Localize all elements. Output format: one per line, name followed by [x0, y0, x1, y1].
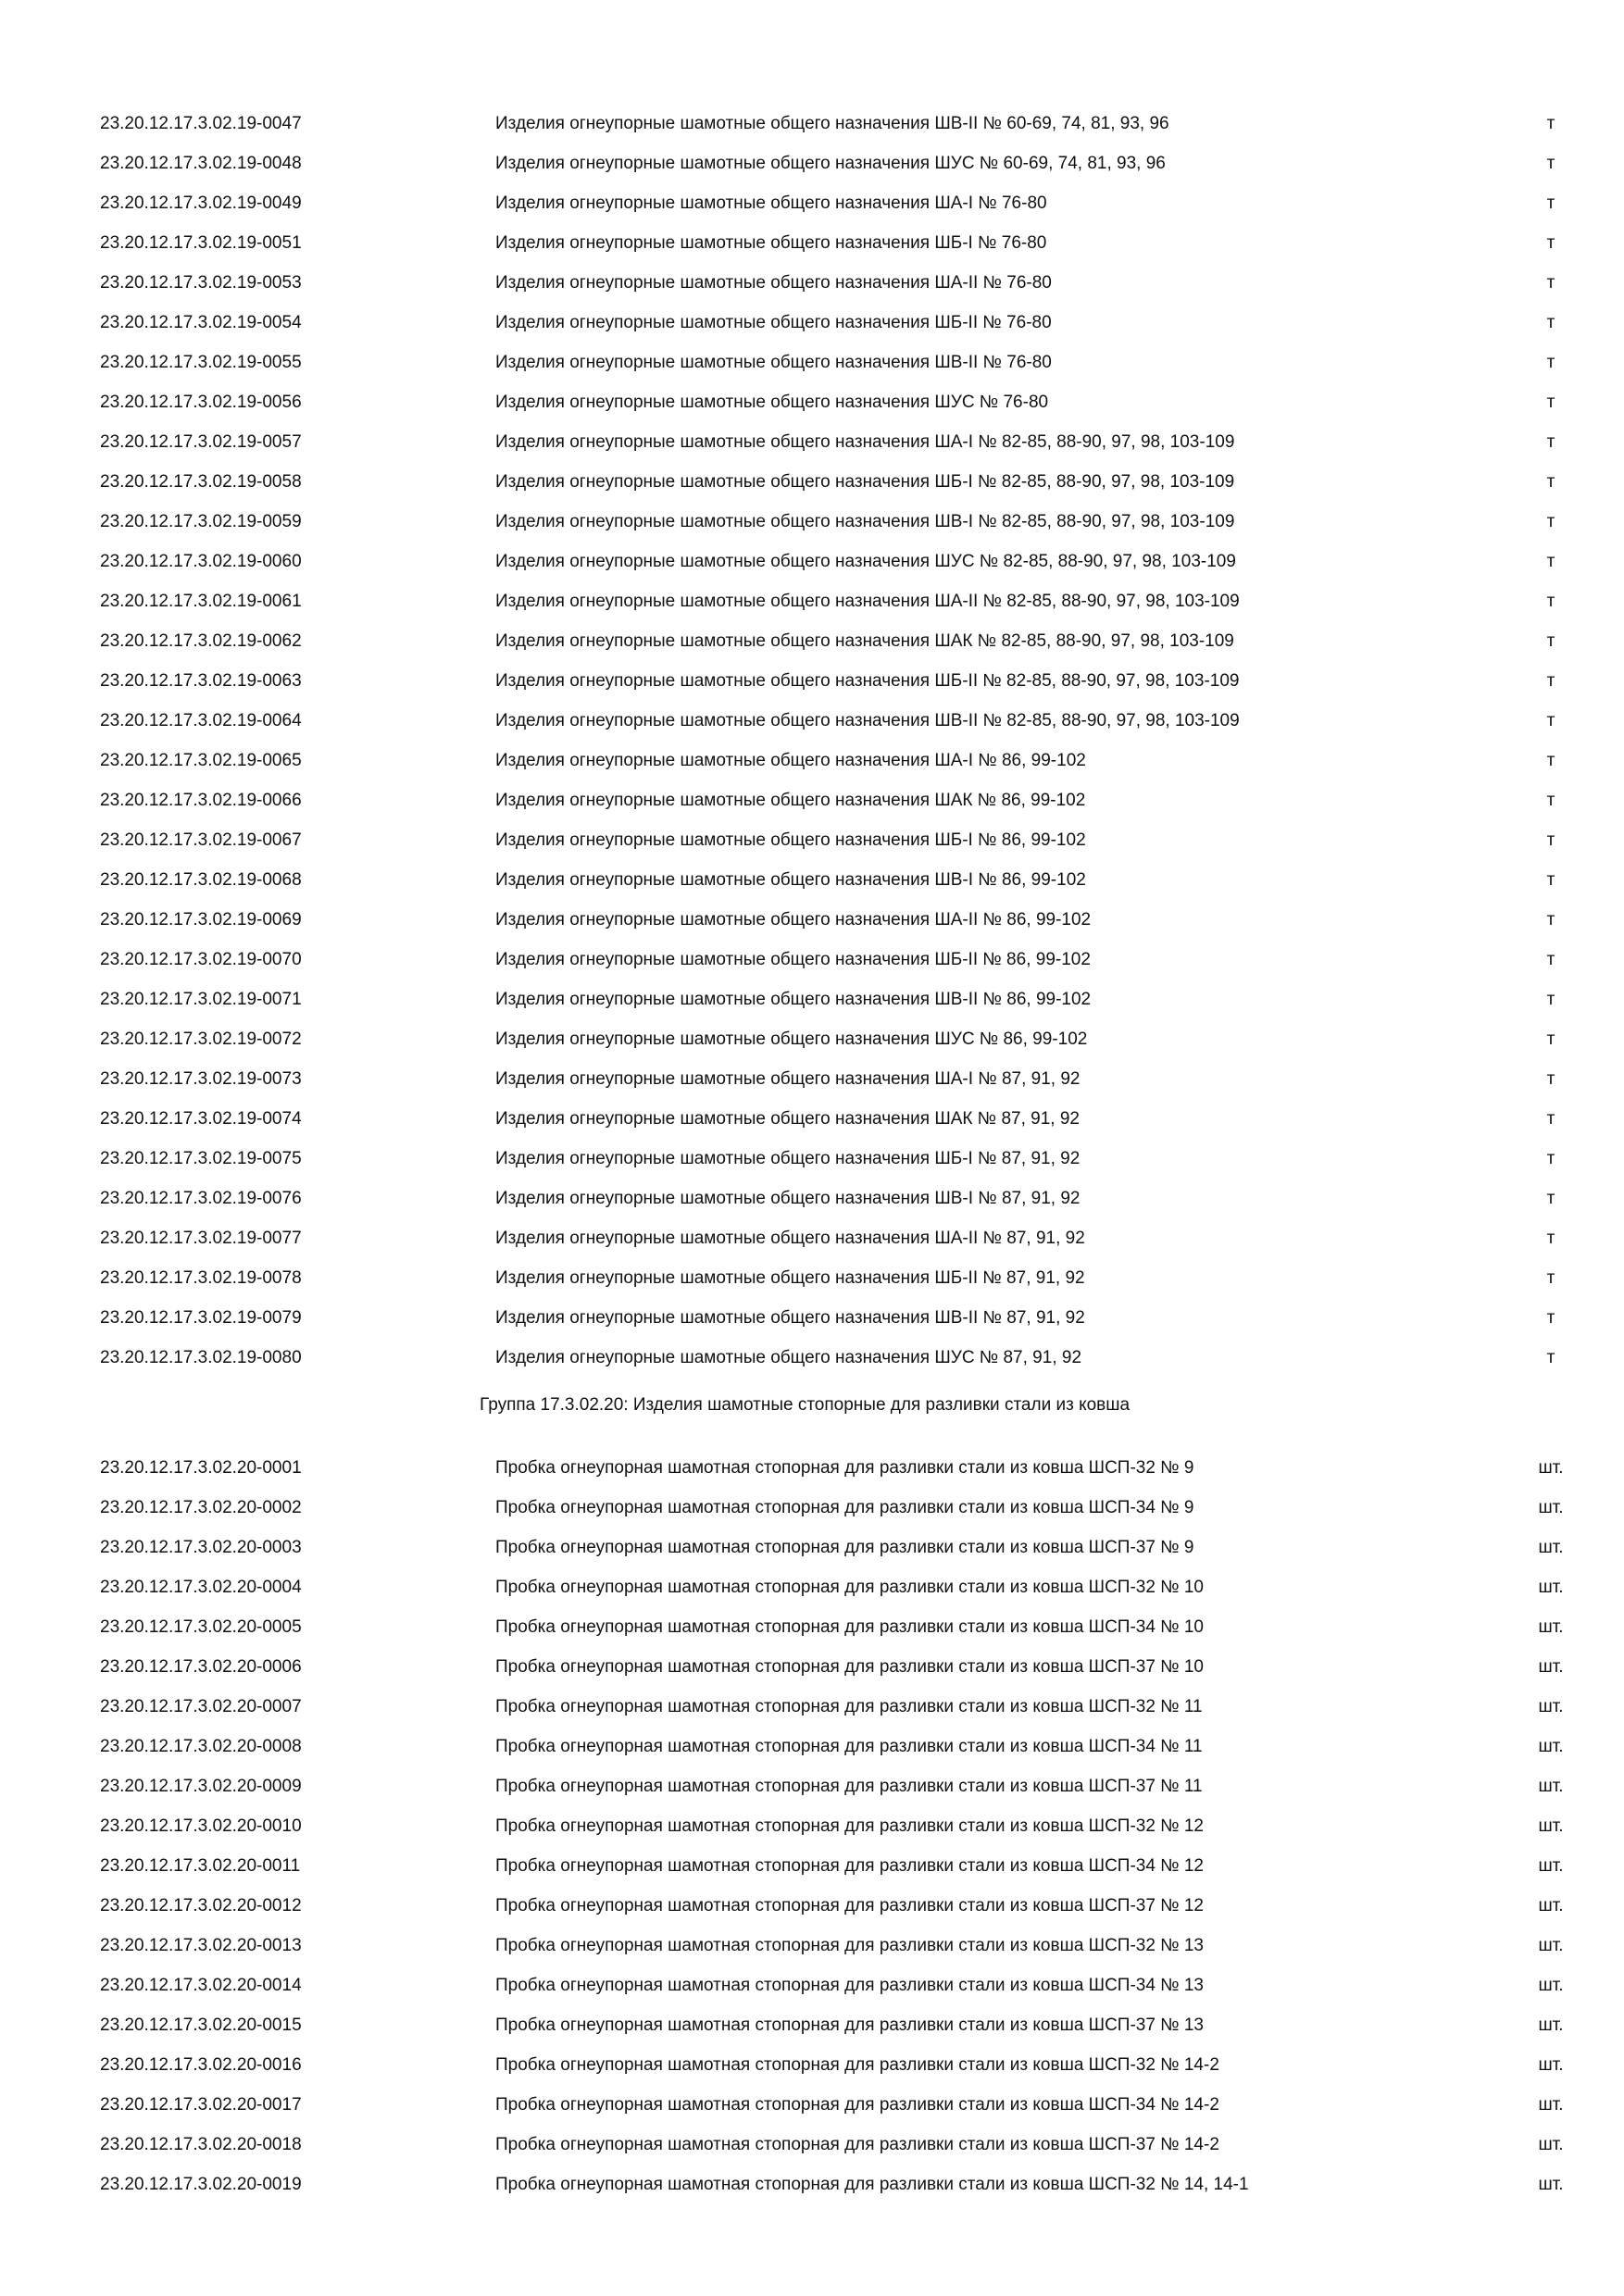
table-row: [0, 820, 1624, 860]
row-name: Изделия огнеупорные шамотные общего назначения ШУС № 82-85, 88-90, 97, 98, 103-109: [495, 552, 1236, 571]
table-row: [0, 1766, 1624, 1806]
table-row: [0, 1258, 1624, 1298]
row-unit: т: [1546, 353, 1555, 372]
row-unit: шт.: [1538, 1578, 1564, 1597]
row-unit: т: [1546, 950, 1555, 969]
table-row: [0, 741, 1624, 780]
row-unit: т: [1546, 870, 1555, 890]
table-row: [0, 1567, 1624, 1607]
table-row: [0, 2045, 1624, 2085]
row-unit: шт.: [1538, 1737, 1564, 1756]
table-row: [0, 1607, 1624, 1647]
classifier-table: [0, 104, 1624, 2204]
row-code: 23.20.12.17.3.02.19-0051: [100, 233, 302, 253]
row-name: Пробка огнеупорная шамотная стопорная для разливки стали из ковша ШСП-32 № 10: [495, 1578, 1204, 1597]
row-unit: т: [1546, 154, 1555, 173]
row-name: Пробка огнеупорная шамотная стопорная для разливки стали из ковша ШСП-37 № 11: [495, 1777, 1203, 1796]
row-name: Изделия огнеупорные шамотные общего назначения ША-I № 76-80: [495, 193, 1047, 213]
table-row: [0, 581, 1624, 621]
row-name: Изделия огнеупорные шамотные общего назначения ШБ-II № 86, 99-102: [495, 950, 1091, 969]
row-unit: т: [1546, 313, 1555, 332]
row-name: Пробка огнеупорная шамотная стопорная для разливки стали из ковша ШСП-34 № 12: [495, 1856, 1204, 1876]
row-code: 23.20.12.17.3.02.19-0057: [100, 432, 302, 452]
row-name: Изделия огнеупорные шамотные общего назначения ШУС № 76-80: [495, 393, 1049, 412]
table-row: [0, 621, 1624, 661]
row-code: 23.20.12.17.3.02.19-0068: [100, 870, 302, 890]
row-unit: т: [1546, 393, 1555, 412]
table-row: [0, 1886, 1624, 1926]
row-name: Изделия огнеупорные шамотные общего назначения ШВ-II № 86, 99-102: [495, 990, 1092, 1009]
row-name: Пробка огнеупорная шамотная стопорная для разливки стали из ковша ШСП-32 № 14-2: [495, 2055, 1219, 2075]
row-unit: шт.: [1538, 1657, 1564, 1677]
row-code: 23.20.12.17.3.02.19-0053: [100, 273, 302, 293]
row-name: Пробка огнеупорная шамотная стопорная для разливки стали из ковша ШСП-34 № 14-2: [495, 2095, 1219, 2115]
row-unit: т: [1546, 1029, 1555, 1049]
row-code: 23.20.12.17.3.02.19-0073: [100, 1069, 302, 1089]
row-unit: т: [1546, 1189, 1555, 1208]
row-unit: т: [1546, 1229, 1555, 1248]
row-name: Пробка огнеупорная шамотная стопорная для разливки стали из ковша ШСП-32 № 13: [495, 1936, 1204, 1955]
table-row: [0, 502, 1624, 542]
table-row: [0, 2085, 1624, 2125]
row-name: Изделия огнеупорные шамотные общего назначения ШВ-I № 87, 91, 92: [495, 1189, 1081, 1208]
row-unit: шт.: [1538, 1697, 1564, 1716]
row-code: 23.20.12.17.3.02.19-0078: [100, 1268, 302, 1288]
row-code: 23.20.12.17.3.02.19-0048: [100, 154, 302, 173]
row-code: 23.20.12.17.3.02.19-0060: [100, 552, 302, 571]
table-row: [0, 183, 1624, 223]
row-unit: т: [1546, 1348, 1555, 1367]
row-code: 23.20.12.17.3.02.19-0056: [100, 393, 302, 412]
table-row: [0, 542, 1624, 581]
row-code: 23.20.12.17.3.02.20-0016: [100, 2055, 302, 2075]
row-unit: т: [1546, 512, 1555, 531]
section-group-17-3-02-19: [0, 104, 1624, 1378]
group-heading: [0, 1378, 1624, 1448]
row-code: 23.20.12.17.3.02.19-0071: [100, 990, 302, 1009]
table-row: [0, 422, 1624, 462]
row-unit: т: [1546, 711, 1555, 730]
row-name: Пробка огнеупорная шамотная стопорная для разливки стали из ковша ШСП-34 № 13: [495, 1976, 1204, 1995]
table-row: [0, 303, 1624, 343]
row-name: Изделия огнеупорные шамотные общего назначения ША-II № 76-80: [495, 273, 1052, 293]
row-unit: т: [1546, 432, 1555, 452]
table-row: [0, 1727, 1624, 1766]
row-code: 23.20.12.17.3.02.20-0003: [100, 1538, 302, 1557]
row-unit: т: [1546, 1109, 1555, 1129]
row-unit: т: [1546, 830, 1555, 850]
row-unit: шт.: [1538, 1617, 1564, 1637]
row-name: Изделия огнеупорные шамотные общего назначения ШБ-I № 87, 91, 92: [495, 1149, 1081, 1168]
row-name: Пробка огнеупорная шамотная стопорная для разливки стали из ковша ШСП-37 № 13: [495, 2015, 1204, 2035]
row-code: 23.20.12.17.3.02.20-0008: [100, 1737, 302, 1756]
table-row: [0, 1059, 1624, 1099]
row-code: 23.20.12.17.3.02.20-0001: [100, 1458, 302, 1478]
row-unit: шт.: [1538, 2015, 1564, 2035]
table-row: [0, 1926, 1624, 1965]
row-code: 23.20.12.17.3.02.20-0018: [100, 2135, 302, 2154]
row-name: Пробка огнеупорная шамотная стопорная для разливки стали из ковша ШСП-34 № 9: [495, 1498, 1194, 1517]
table-row: [0, 780, 1624, 820]
row-name: Изделия огнеупорные шамотные общего назначения ШВ-II № 60-69, 74, 81, 93, 96: [495, 114, 1169, 133]
row-unit: т: [1546, 1268, 1555, 1288]
table-row: [0, 1099, 1624, 1139]
table-row: [0, 223, 1624, 263]
row-name: Пробка огнеупорная шамотная стопорная для разливки стали из ковша ШСП-37 № 14-2: [495, 2135, 1219, 2154]
row-unit: т: [1546, 1149, 1555, 1168]
row-name: Изделия огнеупорные шамотные общего назначения ША-II № 87, 91, 92: [495, 1229, 1085, 1248]
row-code: 23.20.12.17.3.02.20-0009: [100, 1777, 302, 1796]
row-code: 23.20.12.17.3.02.20-0004: [100, 1578, 302, 1597]
row-name: Изделия огнеупорные шамотные общего назначения ША-II № 82-85, 88-90, 97, 98, 103-109: [495, 592, 1240, 611]
table-row: [0, 1687, 1624, 1727]
row-code: 23.20.12.17.3.02.19-0055: [100, 353, 302, 372]
row-code: 23.20.12.17.3.02.20-0005: [100, 1617, 302, 1637]
table-row: [0, 1846, 1624, 1886]
row-unit: т: [1546, 552, 1555, 571]
row-code: 23.20.12.17.3.02.19-0080: [100, 1348, 302, 1367]
row-code: 23.20.12.17.3.02.19-0076: [100, 1189, 302, 1208]
row-unit: шт.: [1538, 1976, 1564, 1995]
row-unit: шт.: [1538, 1816, 1564, 1836]
row-unit: шт.: [1538, 2135, 1564, 2154]
row-name: Пробка огнеупорная шамотная стопорная для разливки стали из ковша ШСП-32 № 11: [495, 1697, 1203, 1716]
table-row: [0, 1338, 1624, 1378]
table-row: [0, 104, 1624, 144]
row-name: Изделия огнеупорные шамотные общего назначения ШУС № 87, 91, 92: [495, 1348, 1082, 1367]
row-code: 23.20.12.17.3.02.19-0067: [100, 830, 302, 850]
row-code: 23.20.12.17.3.02.19-0059: [100, 512, 302, 531]
row-name: Пробка огнеупорная шамотная стопорная для разливки стали из ковша ШСП-32 № 9: [495, 1458, 1194, 1478]
row-unit: т: [1546, 751, 1555, 770]
row-name: Изделия огнеупорные шамотные общего назначения ШАК № 86, 99-102: [495, 791, 1086, 810]
row-code: 23.20.12.17.3.02.19-0075: [100, 1149, 302, 1168]
row-name: Изделия огнеупорные шамотные общего назначения ШУС № 60-69, 74, 81, 93, 96: [495, 154, 1166, 173]
row-code: 23.20.12.17.3.02.19-0061: [100, 592, 302, 611]
row-name: Изделия огнеупорные шамотные общего назначения ША-II № 86, 99-102: [495, 910, 1092, 930]
row-name: Изделия огнеупорные шамотные общего назначения ШБ-I № 82-85, 88-90, 97, 98, 103-109: [495, 472, 1235, 492]
row-name: Пробка огнеупорная шамотная стопорная для разливки стали из ковша ШСП-37 № 9: [495, 1538, 1194, 1557]
row-code: 23.20.12.17.3.02.20-0011: [100, 1856, 301, 1876]
row-name: Изделия огнеупорные шамотные общего назначения ША-I № 86, 99-102: [495, 751, 1086, 770]
row-code: 23.20.12.17.3.02.19-0047: [100, 114, 302, 133]
table-row: [0, 1019, 1624, 1059]
table-row: [0, 860, 1624, 900]
row-name: Изделия огнеупорные шамотные общего назначения ШВ-I № 86, 99-102: [495, 870, 1086, 890]
row-unit: т: [1546, 193, 1555, 213]
row-name: Изделия огнеупорные шамотные общего назначения ШАК № 87, 91, 92: [495, 1109, 1080, 1129]
table-row: [0, 1647, 1624, 1687]
table-row: [0, 980, 1624, 1019]
table-row: [0, 1179, 1624, 1218]
row-unit: т: [1546, 990, 1555, 1009]
row-unit: шт.: [1538, 1458, 1564, 1478]
table-row: [0, 1139, 1624, 1179]
row-name: Изделия огнеупорные шамотные общего назначения ШВ-II № 87, 91, 92: [495, 1308, 1085, 1328]
row-unit: т: [1546, 273, 1555, 293]
row-name: Пробка огнеупорная шамотная стопорная для разливки стали из ковша ШСП-32 № 12: [495, 1816, 1204, 1836]
table-row: [0, 2005, 1624, 2045]
row-unit: шт.: [1538, 1896, 1564, 1915]
row-name: Изделия огнеупорные шамотные общего назначения ШУС № 86, 99-102: [495, 1029, 1088, 1049]
row-name: Изделия огнеупорные шамотные общего назначения ШБ-II № 76-80: [495, 313, 1052, 332]
row-code: 23.20.12.17.3.02.20-0007: [100, 1697, 302, 1716]
row-code: 23.20.12.17.3.02.19-0065: [100, 751, 302, 770]
row-code: 23.20.12.17.3.02.19-0054: [100, 313, 302, 332]
table-row: [0, 343, 1624, 382]
row-code: 23.20.12.17.3.02.19-0079: [100, 1308, 302, 1328]
row-code: 23.20.12.17.3.02.20-0014: [100, 1976, 302, 1995]
row-code: 23.20.12.17.3.02.19-0074: [100, 1109, 302, 1129]
row-code: 23.20.12.17.3.02.19-0070: [100, 950, 302, 969]
row-unit: шт.: [1538, 1856, 1564, 1876]
row-code: 23.20.12.17.3.02.20-0013: [100, 1936, 302, 1955]
row-code: 23.20.12.17.3.02.19-0049: [100, 193, 302, 213]
table-row: [0, 701, 1624, 741]
row-unit: т: [1546, 472, 1555, 492]
row-unit: т: [1546, 1308, 1555, 1328]
table-row: [0, 1218, 1624, 1258]
row-unit: шт.: [1538, 1777, 1564, 1796]
row-name: Изделия огнеупорные шамотные общего назначения ШБ-I № 76-80: [495, 233, 1047, 253]
table-row: [0, 1806, 1624, 1846]
row-name: Изделия огнеупорные шамотные общего назначения ШВ-II № 76-80: [495, 353, 1052, 372]
row-name: Изделия огнеупорные шамотные общего назначения ШБ-II № 87, 91, 92: [495, 1268, 1085, 1288]
row-name: Пробка огнеупорная шамотная стопорная для разливки стали из ковша ШСП-37 № 12: [495, 1896, 1204, 1915]
row-unit: т: [1546, 233, 1555, 253]
row-code: 23.20.12.17.3.02.20-0015: [100, 2015, 302, 2035]
table-row: [0, 1448, 1624, 1488]
table-row: [0, 1965, 1624, 2005]
row-unit: шт.: [1538, 2055, 1564, 2075]
row-code: 23.20.12.17.3.02.19-0063: [100, 671, 302, 691]
row-code: 23.20.12.17.3.02.19-0064: [100, 711, 302, 730]
row-unit: т: [1546, 671, 1555, 691]
row-name: Изделия огнеупорные шамотные общего назначения ШБ-II № 82-85, 88-90, 97, 98, 103-109: [495, 671, 1240, 691]
row-unit: шт.: [1538, 1498, 1564, 1517]
table-row: [0, 940, 1624, 980]
row-unit: шт.: [1538, 2175, 1564, 2194]
row-name: Изделия огнеупорные шамотные общего назначения ША-I № 87, 91, 92: [495, 1069, 1081, 1089]
row-unit: т: [1546, 791, 1555, 810]
row-code: 23.20.12.17.3.02.20-0002: [100, 1498, 302, 1517]
row-code: 23.20.12.17.3.02.19-0066: [100, 791, 302, 810]
row-code: 23.20.12.17.3.02.20-0006: [100, 1657, 302, 1677]
row-code: 23.20.12.17.3.02.19-0077: [100, 1229, 302, 1248]
row-name: Пробка огнеупорная шамотная стопорная для разливки стали из ковша ШСП-34 № 10: [495, 1617, 1204, 1637]
row-name: Изделия огнеупорные шамотные общего назначения ШВ-II № 82-85, 88-90, 97, 98, 103-109: [495, 711, 1240, 730]
row-code: 23.20.12.17.3.02.20-0019: [100, 2175, 302, 2194]
row-code: 23.20.12.17.3.02.20-0012: [100, 1896, 302, 1915]
row-code: 23.20.12.17.3.02.19-0069: [100, 910, 302, 930]
row-unit: т: [1546, 631, 1555, 651]
row-unit: шт.: [1538, 1538, 1564, 1557]
table-row: [0, 462, 1624, 502]
table-row: [0, 1528, 1624, 1567]
table-row: [0, 661, 1624, 701]
row-name: Изделия огнеупорные шамотные общего назначения ШВ-I № 82-85, 88-90, 97, 98, 103-109: [495, 512, 1235, 531]
row-code: 23.20.12.17.3.02.19-0072: [100, 1029, 302, 1049]
table-row: [0, 263, 1624, 303]
table-row: [0, 1298, 1624, 1338]
row-code: 23.20.12.17.3.02.19-0062: [100, 631, 302, 651]
row-name: Пробка огнеупорная шамотная стопорная для разливки стали из ковша ШСП-37 № 10: [495, 1657, 1204, 1677]
row-unit: т: [1546, 1069, 1555, 1089]
row-code: 23.20.12.17.3.02.19-0058: [100, 472, 302, 492]
row-unit: т: [1546, 114, 1555, 133]
row-unit: т: [1546, 592, 1555, 611]
table-row: [0, 2165, 1624, 2204]
table-row: [0, 2125, 1624, 2165]
row-name: Изделия огнеупорные шамотные общего назначения ШБ-I № 86, 99-102: [495, 830, 1086, 850]
row-unit: т: [1546, 910, 1555, 930]
row-name: Пробка огнеупорная шамотная стопорная для разливки стали из ковша ШСП-34 № 11: [495, 1737, 1203, 1756]
section-group-17-3-02-20: [0, 1448, 1624, 2204]
row-unit: шт.: [1538, 1936, 1564, 1955]
row-name: Изделия огнеупорные шамотные общего назначения ШАК № 82-85, 88-90, 97, 98, 103-109: [495, 631, 1234, 651]
table-row: [0, 382, 1624, 422]
table-row: [0, 900, 1624, 940]
row-name: Изделия огнеупорные шамотные общего назначения ША-I № 82-85, 88-90, 97, 98, 103-109: [495, 432, 1235, 452]
table-row: [0, 144, 1624, 183]
group-heading-text: Группа 17.3.02.20: Изделия шамотные стопорные для разливки стали из ковша: [480, 1395, 1131, 1415]
table-row: [0, 1488, 1624, 1528]
row-code: 23.20.12.17.3.02.20-0017: [100, 2095, 302, 2115]
row-unit: шт.: [1538, 2095, 1564, 2115]
row-name: Пробка огнеупорная шамотная стопорная для разливки стали из ковша ШСП-32 № 14, 14-1: [495, 2175, 1249, 2194]
row-code: 23.20.12.17.3.02.20-0010: [100, 1816, 302, 1836]
